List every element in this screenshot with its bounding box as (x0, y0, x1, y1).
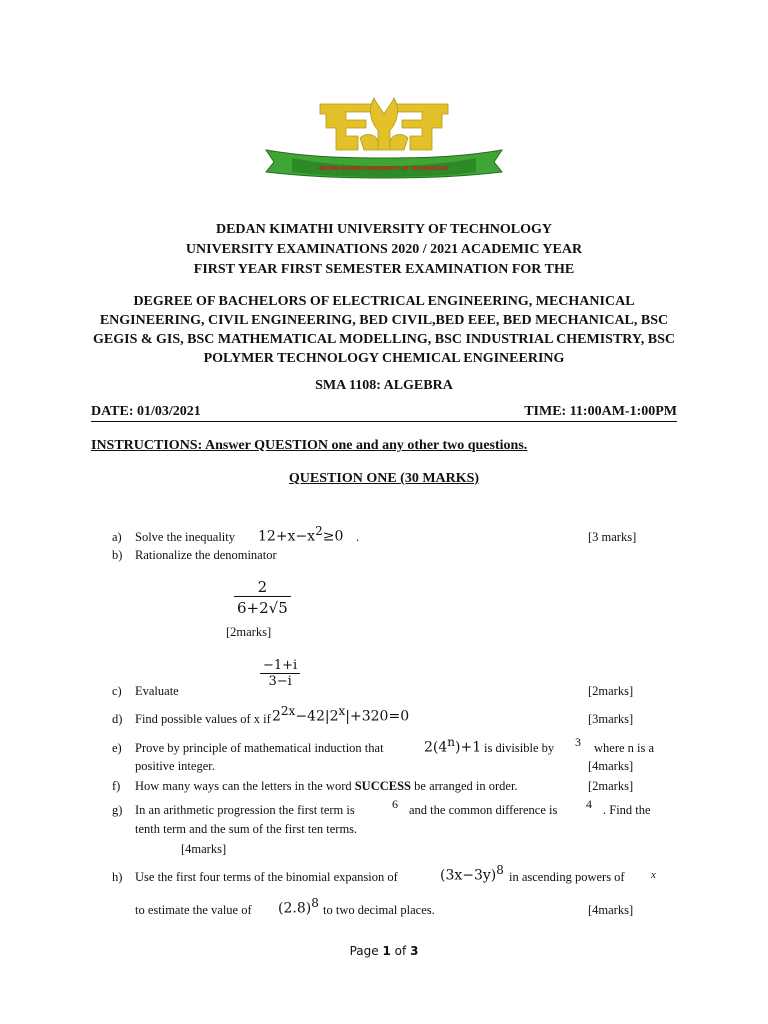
page-number: 1 (382, 944, 391, 958)
exam-time: TIME: 11:00AM-1:00PM (524, 404, 677, 419)
q-d-math: $2^{2x}-42|2^x|+320=0$ (272, 704, 410, 725)
q-b-denominator: 6+2√5 (237, 599, 288, 617)
q-a-marks: [3 marks] (588, 530, 637, 544)
q-b-marks: [2marks] (226, 625, 272, 639)
logo-banner-text: DEDAN KIMATHI UNIVERSITY OF TECHNOLOGY (319, 166, 449, 172)
q-b-label: b) (112, 548, 123, 562)
q-e-text-4: positive integer. (135, 759, 215, 773)
q-d-label: d) (112, 712, 123, 726)
q-g-label: g) (112, 803, 123, 817)
q-g-text-1: In an arithmetic progression the first term is (135, 803, 355, 817)
q-d-marks: [3marks] (588, 712, 634, 726)
q-f-marks: [2marks] (588, 779, 634, 793)
question-one-title: QUESTION ONE (30 MARKS) (288, 471, 480, 486)
q-c-label: c) (112, 684, 122, 698)
q-g-first-term: 6 (392, 797, 398, 811)
q-b-numerator: 2 (234, 578, 291, 597)
q-h-math-2: $(2.8)^8$ (278, 896, 319, 917)
q-b-text: Rationalize the denominator (135, 548, 277, 562)
q-a-dot: . (356, 530, 360, 544)
q-a-text: Solve the inequality (135, 530, 235, 544)
degree-line-3: GEGIS & GIS, BSC MATHEMATICAL MODELLING, BSC INDUSTRIAL CHEMISTRY, BSC (93, 332, 675, 347)
q-e-math: $2(4^n)+1$ (424, 735, 482, 756)
course-title: SMA 1108: ALGEBRA (315, 378, 453, 393)
q-g-marks: [4marks] (181, 842, 227, 856)
q-d-text: Find possible values of x if (135, 712, 271, 726)
q-a-math: $12+x-x^2\ge 0$ (258, 524, 344, 545)
q-h-math: $(3x-3y)^8$ (440, 863, 504, 884)
q-c-marks: [2marks] (588, 684, 634, 698)
q-c-numerator: −1+i (260, 658, 300, 674)
instructions: INSTRUCTIONS: Answer QUESTION one and any other two questions. (91, 438, 528, 453)
page-footer: Page 1 of 3 (349, 944, 419, 958)
q-e-divisor: 3 (575, 735, 581, 749)
q-g-text-2: and the common difference is (409, 803, 558, 817)
q-e-text-3: where n is a (594, 741, 655, 755)
exam-date: DATE: 01/03/2021 (91, 404, 201, 419)
q-h-text-2: in ascending powers of (509, 870, 625, 884)
q-g-text-4: tenth term and the sum of the first ten terms. (135, 822, 358, 836)
university-name: DEDAN KIMATHI UNIVERSITY OF TECHNOLOGY (215, 222, 553, 237)
q-f-word: SUCCESS (354, 779, 412, 793)
date-time-line (91, 404, 677, 422)
q-h-text-1: Use the first four terms of the binomial expansion of (135, 870, 398, 884)
exam-line: UNIVERSITY EXAMINATIONS 2020 / 2021 ACADEMIC YEAR (185, 242, 583, 257)
university-logo (262, 92, 506, 182)
degree-line-4: POLYMER TECHNOLOGY CHEMICAL ENGINEERING (203, 351, 565, 366)
q-f-text: How many ways can the letters in the word SUCCESS be arranged in order. (135, 779, 518, 793)
degree-line-2: ENGINEERING, CIVIL ENGINEERING, BED CIVIL,BED EEE, BED MECHANICAL, BSC (99, 313, 669, 328)
q-c-fraction (260, 658, 300, 689)
q-g-text-3: . Find the (603, 803, 651, 817)
q-b-fraction (234, 578, 291, 617)
q-h-text-4: to two decimal places. (323, 903, 435, 917)
q-c-text: Evaluate (135, 684, 179, 698)
q-a-label: a) (112, 530, 122, 544)
q-e-label: e) (112, 741, 122, 755)
q-h-label: h) (112, 870, 123, 884)
page-total: 3 (410, 944, 419, 958)
q-e-text-2: is divisible by (484, 741, 555, 755)
q-h-text-3: to estimate the value of (135, 903, 252, 917)
q-f-label: f) (112, 779, 121, 793)
q-e-text-1: Prove by principle of mathematical induction that (135, 741, 384, 755)
q-h-var: x (651, 869, 656, 881)
q-c-denominator: 3−i (268, 674, 292, 689)
semester-line: FIRST YEAR FIRST SEMESTER EXAMINATION FOR THE (193, 262, 575, 277)
q-g-difference: 4 (586, 797, 592, 811)
q-h-marks: [4marks] (588, 903, 634, 917)
degree-line-1: DEGREE OF BACHELORS OF ELECTRICAL ENGINEERING, MECHANICAL (133, 294, 635, 309)
q-e-marks: [4marks] (588, 759, 634, 773)
